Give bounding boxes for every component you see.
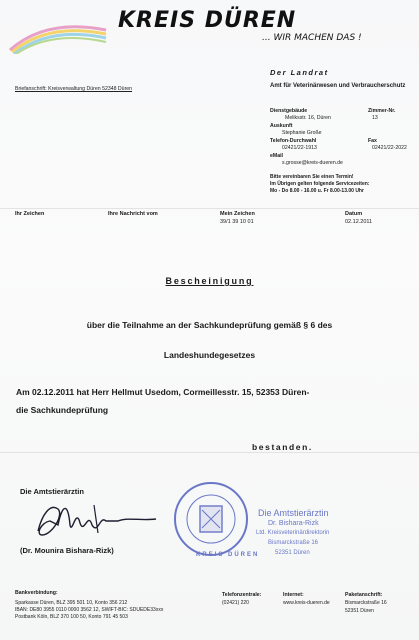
stamp-line: 52351 Düren bbox=[275, 550, 310, 556]
rainbow-logo-icon bbox=[6, 20, 116, 54]
certificate-line: die Sachkundeprüfung bbox=[16, 405, 109, 415]
service-hours bbox=[270, 174, 415, 195]
my-reference-value: 39/1 39 10 01 bbox=[220, 219, 254, 225]
seal-ring-text: KREIS DÜREN bbox=[196, 552, 260, 558]
signatory-role: Die Amtstierärztin bbox=[20, 487, 84, 496]
date-label: Datum bbox=[345, 211, 363, 217]
phone-label: Telefon-Durchwahl bbox=[270, 138, 317, 144]
parcel-label: Paketanschrift: bbox=[345, 592, 383, 598]
brand-slogan: ... WIR MACHEN DAS ! bbox=[262, 33, 362, 43]
switchboard-label: Telefonzentrale: bbox=[222, 592, 262, 598]
fold-line bbox=[0, 208, 419, 209]
bank-line: IBAN: DE80 3955 0110 0000 3562 12, SWIFT-BIC: SDUEDE33xxx bbox=[15, 607, 164, 613]
official-seal-icon bbox=[172, 480, 250, 558]
bank-label: Bankverbindung: bbox=[15, 590, 58, 596]
brand-wordmark: KREIS DÜREN bbox=[118, 8, 297, 33]
stamp-line: Die Amtstierärztin bbox=[258, 508, 329, 518]
authority-title: Der Landrat bbox=[270, 68, 329, 77]
switchboard-value: (02421) 220 bbox=[222, 600, 249, 606]
bank-line: Postbank Köln, BLZ 370 100 50, Konto 791 45 503 bbox=[15, 614, 128, 620]
room-value: 13 bbox=[372, 115, 378, 121]
internet-label: Internet: bbox=[283, 592, 304, 598]
parcel-line: 52351 Düren bbox=[345, 608, 374, 614]
certificate-title: Bescheinigung bbox=[165, 276, 254, 286]
service-hours-line: Mo - Do 8.00 - 16.00 u. Fr 8.00-13.00 Uhr bbox=[270, 188, 364, 194]
parcel-line: Bismarckstraße 16 bbox=[345, 600, 387, 606]
department-name: Amt für Veterinärwesen und Verbraucherschutz bbox=[270, 83, 406, 89]
service-hours-line: Bitte vereinbaren Sie einen Termin! bbox=[270, 174, 354, 180]
email-label: eMail bbox=[270, 153, 283, 159]
certificate-line: bestanden. bbox=[252, 442, 313, 452]
certificate-line: Landeshundegesetzes bbox=[163, 350, 256, 360]
certificate-line: Am 02.12.2011 hat Herr Hellmut Usedom, Cormeillesstr. 15, 52353 Düren- bbox=[16, 387, 310, 397]
room-label: Zimmer-Nr. bbox=[368, 108, 396, 114]
building-value: Meliksstr. 16, Düren bbox=[285, 115, 331, 121]
handwritten-signature bbox=[28, 495, 168, 543]
stamp-line: Dr. Bishara-Rizk bbox=[268, 520, 319, 527]
contact-label: Auskunft bbox=[270, 123, 293, 129]
your-reference-label: Ihr Zeichen bbox=[15, 211, 45, 217]
date-value: 02.12.2011 bbox=[345, 219, 373, 225]
bank-line: Sparkasse Düren, BLZ 395 501 10, Konto 356 212 bbox=[15, 600, 128, 606]
your-message-label: Ihre Nachricht vom bbox=[108, 211, 158, 217]
email-value: s.grosse@kreis-dueren.de bbox=[282, 160, 343, 166]
fax-label: Fax bbox=[368, 138, 377, 144]
sender-address: Briefanschrift: Kreisverwaltung Düren 52348 Düren bbox=[15, 86, 133, 92]
contact-value: Stephanie Große bbox=[282, 130, 322, 136]
fold-line bbox=[0, 452, 419, 453]
certificate-line: über die Teilnahme an der Sachkundeprüfung gemäß § 6 des bbox=[86, 320, 333, 330]
my-reference-label: Mein Zeichen bbox=[220, 211, 255, 217]
fax-value: 02421/22-2022 bbox=[372, 145, 407, 151]
internet-link[interactable]: www.kreis-dueren.de bbox=[283, 600, 330, 606]
building-label: Dienstgebäude bbox=[270, 108, 308, 114]
stamp-line: Bismarckstraße 16 bbox=[268, 540, 319, 546]
signatory-name: (Dr. Mounira Bishara-Rizk) bbox=[20, 546, 114, 555]
stamp-line: Ltd. Kreisveterinärdirektorin bbox=[256, 530, 330, 536]
service-hours-line: Im Übrigen gelten folgende Servicezeiten: bbox=[270, 181, 370, 187]
phone-value: 02421/22-1913 bbox=[282, 145, 317, 151]
